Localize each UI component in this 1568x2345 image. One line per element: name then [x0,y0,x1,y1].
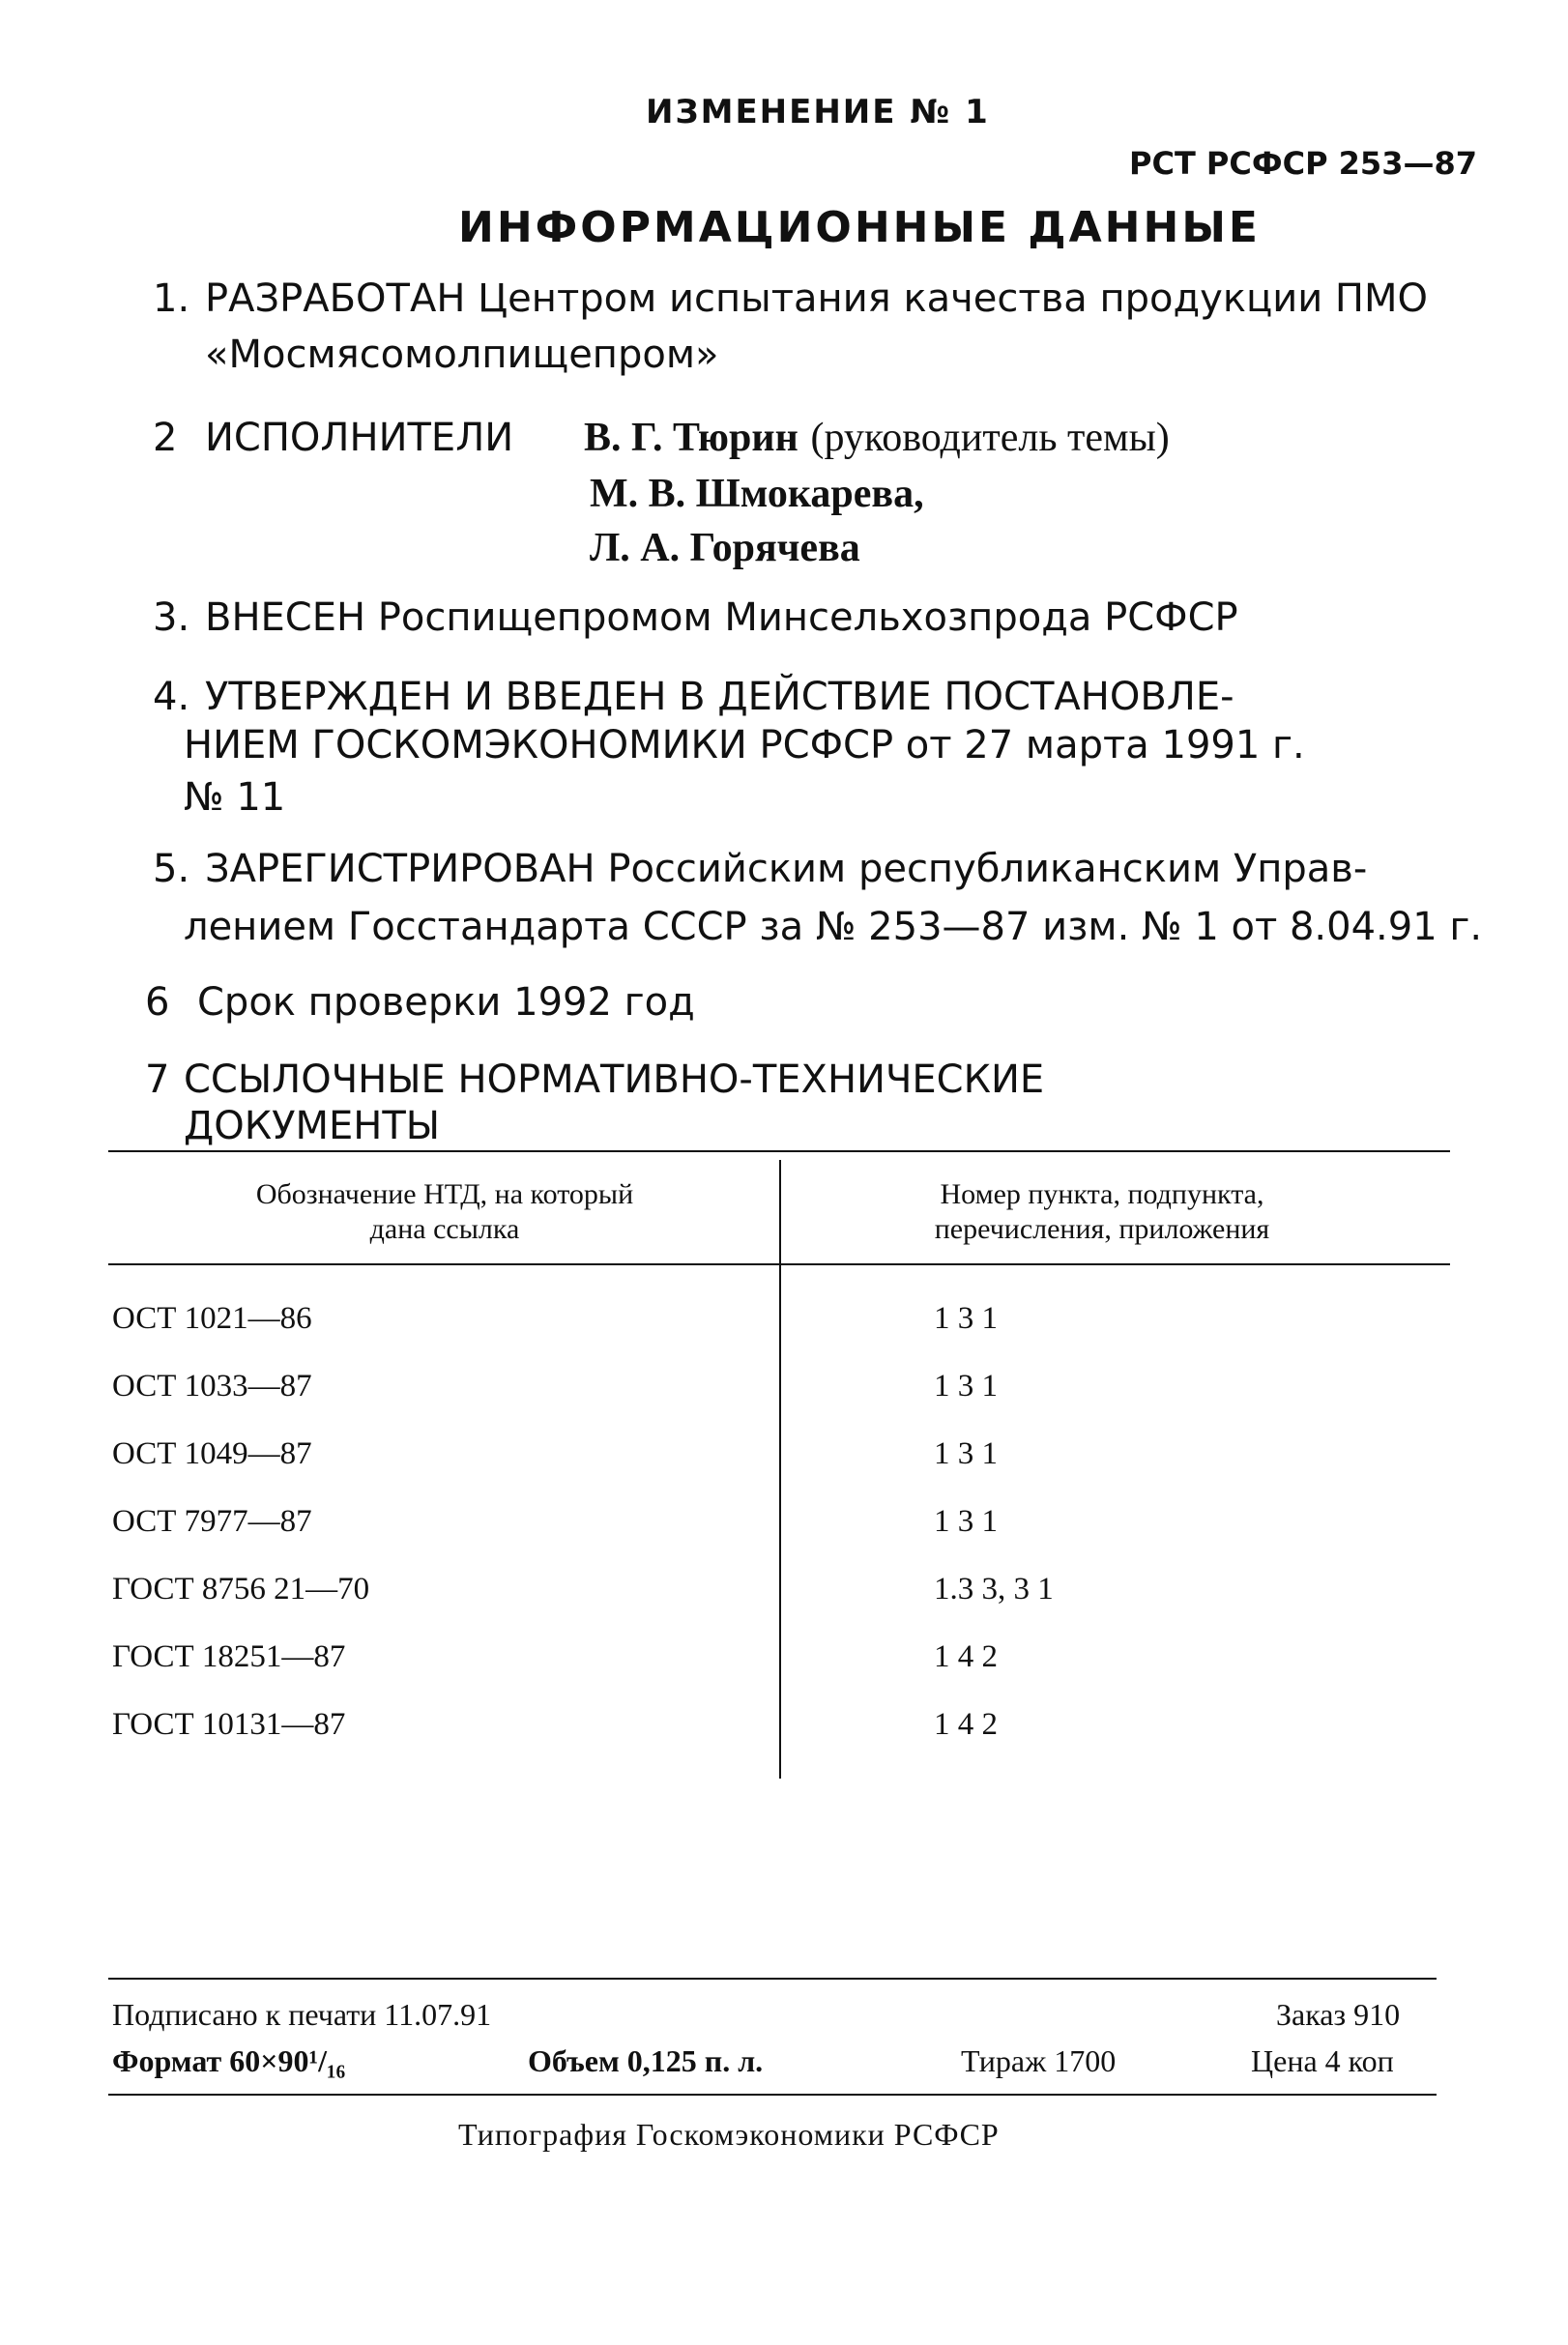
item-2-label: ИСПОЛНИТЕЛИ [205,416,514,460]
table-row-3-ref: 1 3 1 [934,1436,998,1471]
table-header-col-1 [145,1177,744,1247]
table-row-4-ref: 1 3 1 [934,1504,998,1539]
standard-code: РСТ РСФСР 253—87 [1129,145,1477,182]
item-4-line-3: № 11 [184,775,286,820]
item-2-person-3 [590,520,860,576]
person-role: (руководитель темы) [810,416,1170,460]
col-2-header-line-1: Номер пункта, подпункта, [940,1178,1264,1210]
table-row-3-doc: ОСТ 1049—87 [112,1436,312,1471]
item-5-line-1: ЗАРЕГИСТРИРОВАН Российским республиканским Управ- [205,847,1368,891]
table-row-5-ref: 1.3 3, 3 1 [934,1572,1054,1607]
item-6-number: 6 [145,980,170,1025]
person-name: Л. А. Горячева [590,526,860,570]
table-row-6-doc: ГОСТ 18251—87 [112,1639,346,1674]
table-row-2-ref: 1 3 1 [934,1369,998,1404]
item-4-number: 4. [153,675,190,719]
table-header-col-2 [802,1177,1402,1247]
item-7-number: 7 [145,1057,170,1102]
table-row-4-doc: ОСТ 7977—87 [112,1504,312,1539]
item-6-text: Срок проверки 1992 год [197,980,695,1025]
col-2-header-line-2: перечисления, приложения [934,1213,1270,1245]
col-1-header-line-1: Обозначение НТД, на который [255,1178,634,1210]
item-4-line-1: УТВЕРЖДЕН И ВВЕДЕН В ДЕЙСТВИЕ ПОСТАНОВЛЕ- [205,675,1234,719]
item-4-line-2: НИЕМ ГОСКОМЭКОНОМИКИ РСФСР от 27 марта 1991 г. [184,723,1305,767]
imprint-format: Формат 60×90¹/₁₆ [112,2043,346,2078]
item-2-person-1 [584,410,1170,466]
imprint-print-run: Тираж 1700 [961,2043,1117,2078]
table-row-2-doc: ОСТ 1033—87 [112,1369,312,1404]
col-1-header-line-2: дана ссылка [369,1213,520,1245]
table-top-rule [108,1150,1450,1152]
table-row-1-doc: ОСТ 1021—86 [112,1301,312,1336]
item-1-line-2: «Мосмясомолпищепром» [205,333,719,377]
imprint-signed: Подписано к печати 11.07.91 [112,1997,492,2032]
imprint-order: Заказ 910 [1276,1997,1401,2032]
person-name: В. Г. Тюрин [584,416,799,460]
imprint-printer: Типография Госкомэкономики РСФСР [458,2117,1000,2152]
item-1-line-1: РАЗРАБОТАН Центром испытания качества продукции ПМО [205,276,1428,321]
item-2-person-2 [590,466,924,522]
item-5-number: 5. [153,847,190,891]
table-row-7-ref: 1 4 2 [934,1707,998,1742]
item-5-line-2: лением Госстандарта СССР за № 253—87 изм. № 1 от 8.04.91 г. [184,905,1483,949]
table-column-divider [779,1160,781,1779]
item-7-line-2: ДОКУМЕНТЫ [184,1104,441,1148]
item-7-line-1: ССЫЛОЧНЫЕ НОРМАТИВНО-ТЕХНИЧЕСКИЕ [184,1057,1045,1102]
section-title: ИНФОРМАЦИОННЫЕ ДАННЫЕ [458,203,1261,252]
item-2-number: 2 [153,416,178,460]
table-row-7-doc: ГОСТ 10131—87 [112,1707,346,1742]
person-name: М. В. Шмокарева, [590,472,924,516]
table-row-6-ref: 1 4 2 [934,1639,998,1674]
table-row-5-doc: ГОСТ 8756 21—70 [112,1572,370,1607]
item-3-number: 3. [153,595,190,640]
imprint-bottom-rule [108,2094,1437,2096]
table-row-1-ref: 1 3 1 [934,1301,998,1336]
item-3-text: ВНЕСЕН Роспищепромом Минсельхозпрода РСФСР [205,595,1238,640]
item-1-number: 1. [153,276,190,321]
imprint-volume: Объем 0,125 п. л. [528,2043,764,2078]
amendment-title: ИЗМЕНЕНИЕ № 1 [646,93,990,131]
imprint-price: Цена 4 коп [1251,2043,1394,2078]
imprint-top-rule [108,1978,1437,1980]
